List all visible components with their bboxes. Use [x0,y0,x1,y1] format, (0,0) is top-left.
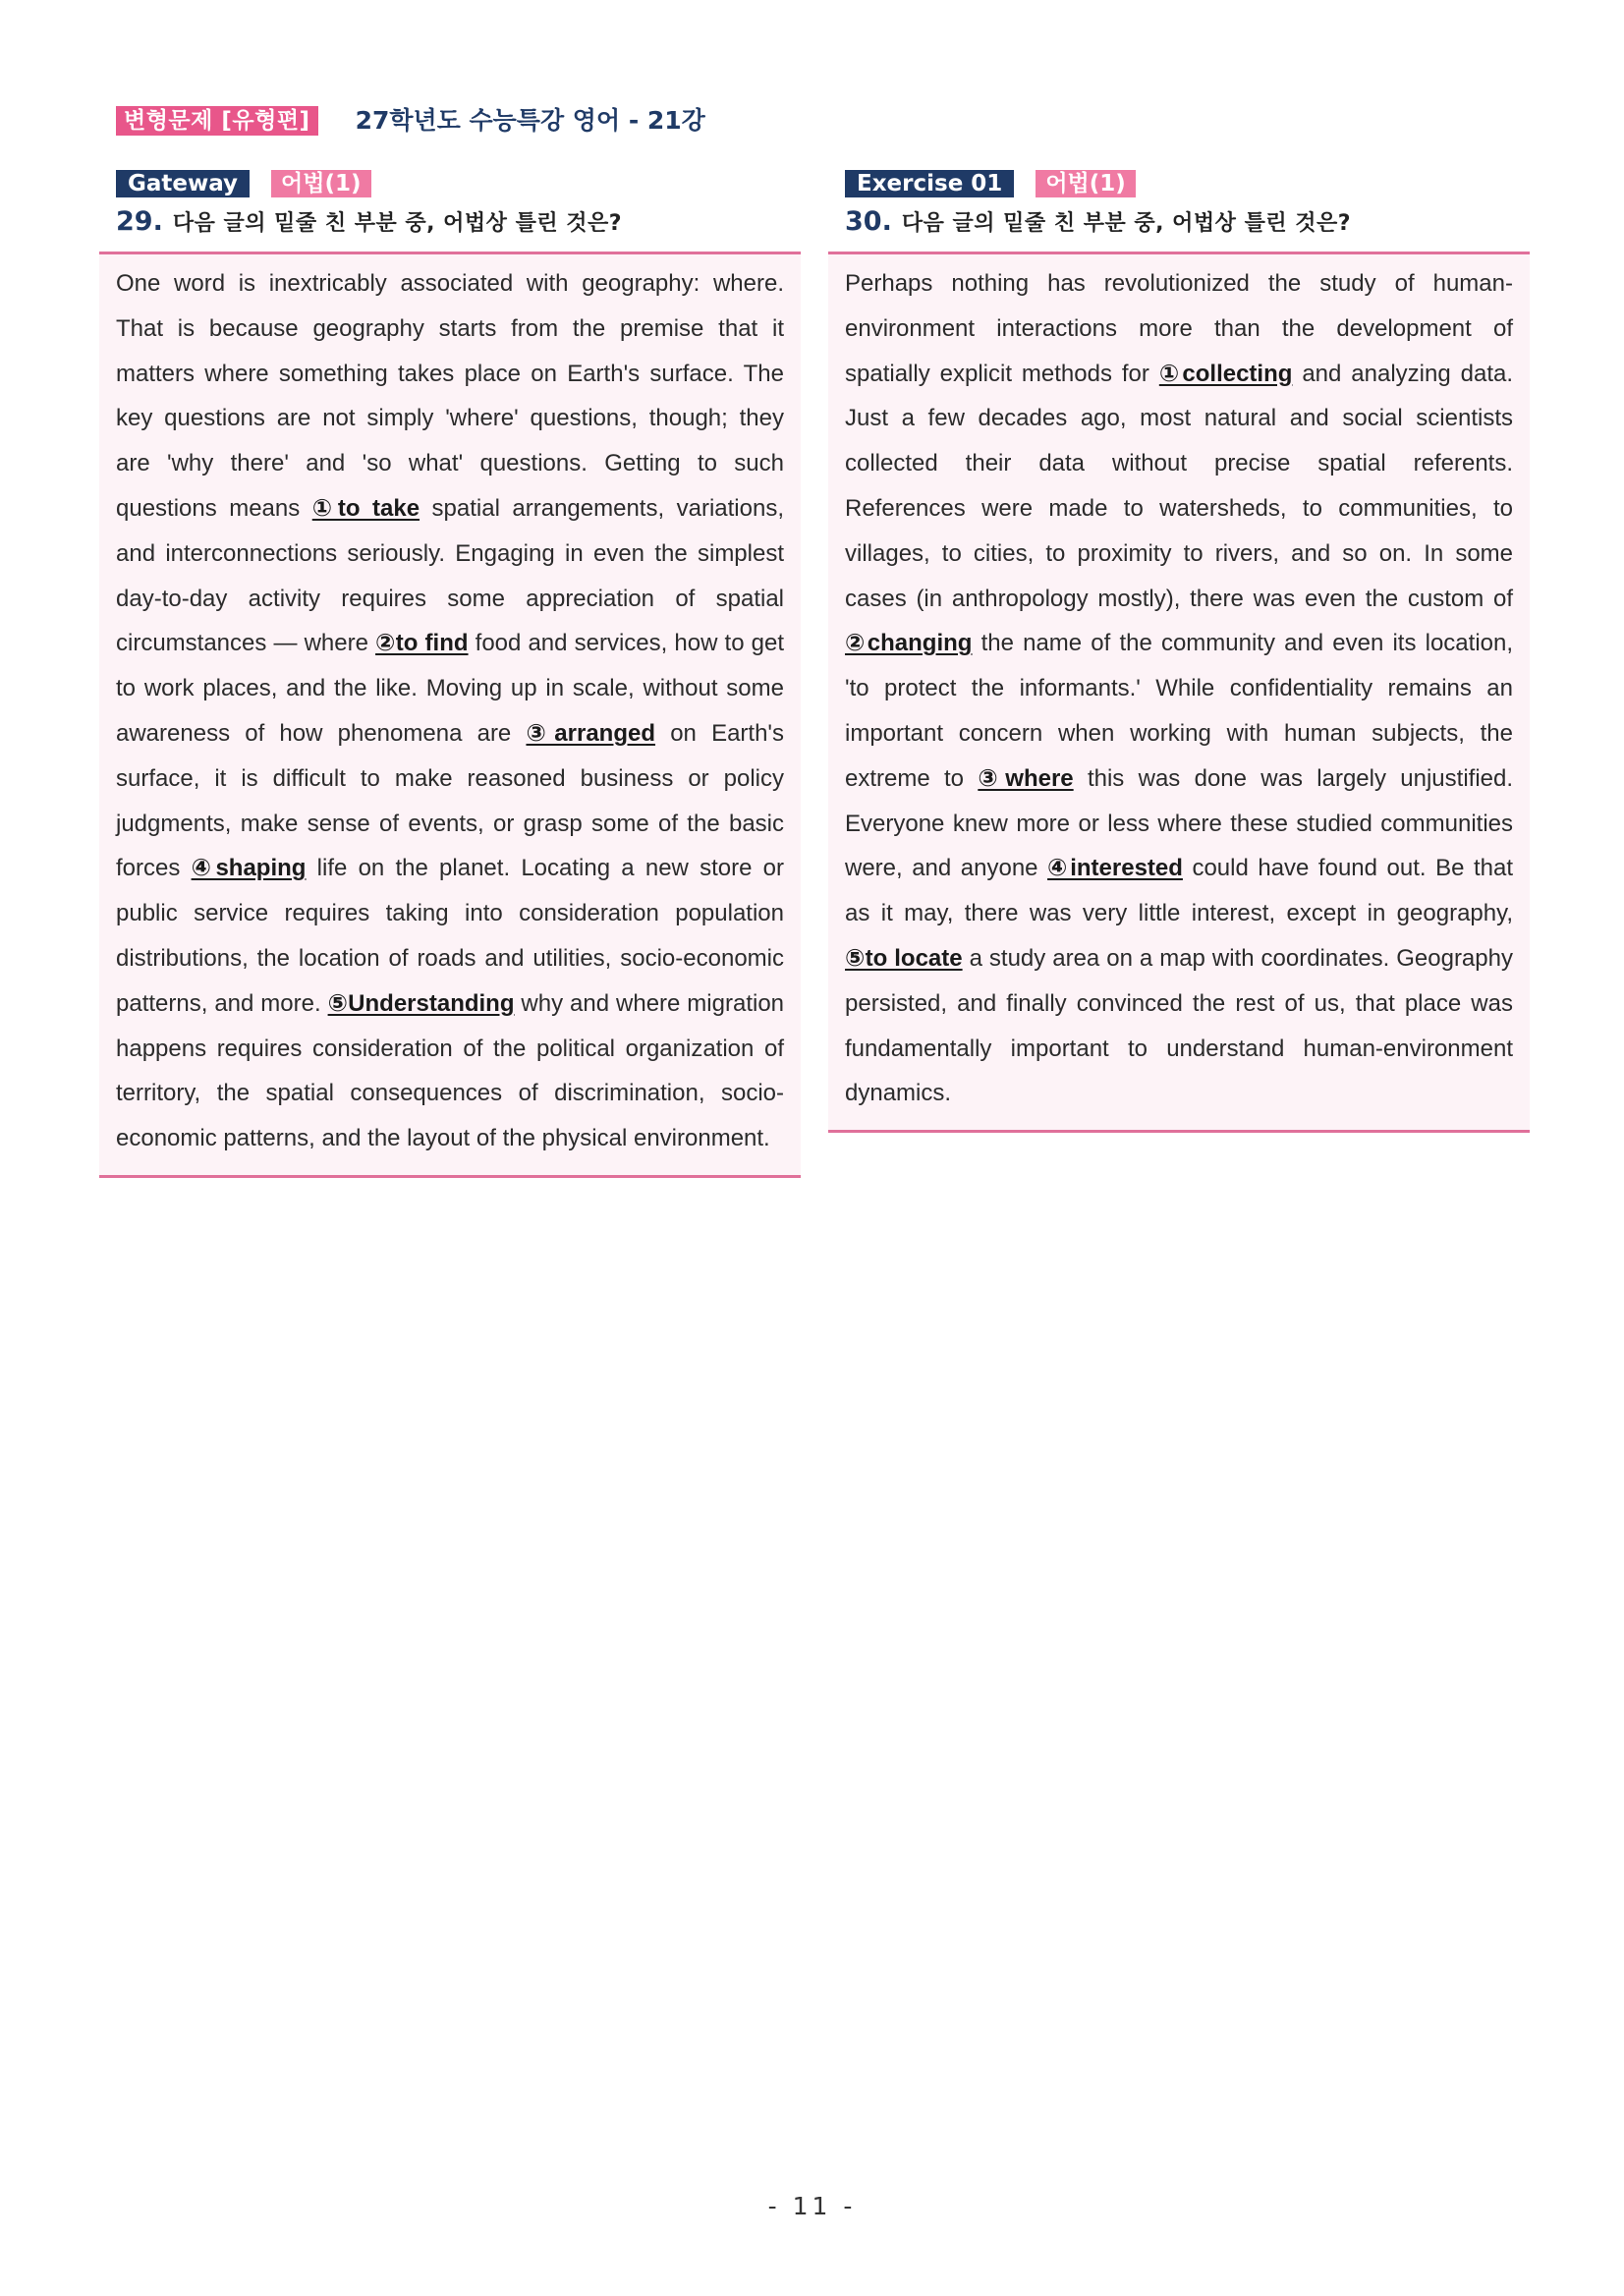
grammar-tag: 어법(1) [271,170,370,197]
passage-text [116,261,784,1161]
passage-text [845,261,1513,1116]
underlined-choice: ③arranged [526,719,656,747]
passage-segment: Perhaps nothing has revolutionized the study of human-environment interactions more than the development of spatially explicit methods for [845,270,1513,387]
question-line [845,206,1530,242]
passage-segment: and analyzing data. Just a few decades ago, most natural and social scientists collected their data without precise spatial referents. References were made to watersheds, to communities, to villages, to cities, to proximity to rivers, and so on. In some cases (in anthropology mostly), there was even the custom of [845,360,1513,612]
underlined-choice: ⑤Understanding [327,989,515,1017]
left-tags [116,169,801,198]
underlined-choice: ④interested [1047,855,1183,882]
passage-segment: this was done was largely unjustified. Everyone knew more or less where these studied communities were, and anyone [845,764,1514,882]
series-tag: 변형문제 [유형편] [116,106,318,136]
passage-segment: One word is inextricably associated with geography: where. That is because geography starts from the premise that it matters where something takes place on Earth's surface. The key questions are not simply 'where' questions, though; they are 'why there' and 'so what' questions. Getting to such questions means [116,270,784,522]
underlined-choice: ①to take [311,494,420,522]
passage-segment: food and services, how to get to work places, and the like. Moving up in scale, without some awareness of how phenomena are [116,630,785,747]
passage-segment: why and where migration happens requires consideration of the political organization of territory, the spatial consequences of discrimination, socio-economic patterns, and the layout of the physical environment. [116,989,785,1152]
passage-segment: a study area on a map with coordinates. Geography persisted, and finally convinced the rest of us, that place was fundamentally important to understand human-environment dynamics. [845,944,1513,1107]
exercise-tag: Exercise 01 [845,170,1014,197]
passage-segment: could have found out. Be that as it may, there was very little interest, except in geography, [845,855,1513,927]
underlined-choice: ③where [978,764,1074,792]
underlined-choice: ①collecting [1158,360,1293,387]
grammar-tag: 어법(1) [1036,170,1135,197]
underlined-choice: ②changing [845,630,973,657]
passage-segment: life on the planet. Locating a new store or public service requires taking into consideration population distributions, the location of roads and utilities, socio-economic patterns, and more. [116,855,784,1017]
question-line [116,206,801,242]
underlined-choice: ④shaping [191,855,307,882]
underlined-choice: ②to find [375,630,469,657]
passage-box [99,252,801,1178]
passage-segment: on Earth's surface, it is difficult to make reasoned business or policy judgments, make sense of events, or grasp some of the basic forces [116,719,785,882]
passage-segment: spatial arrangements, variations, and interconnections seriously. Engaging in even the simplest day-to-day activity requires some appreciation of spatial circumstances — where [116,494,784,657]
question-text: 다음 글의 밑줄 친 부분 중, 어법상 틀린 것은? [172,211,623,236]
gateway-tag: Gateway [116,170,250,197]
page-number: - 11 - [767,2192,857,2220]
passage-box [828,252,1530,1133]
question-number: 30. [845,206,892,237]
page-header [116,104,705,138]
question-number: 29. [116,206,163,237]
right-tags [845,169,1530,198]
passage-segment: the name of the community and even its location, 'to protect the informants.' While confidentiality remains an important concern when working with human subjects, the extreme to [845,630,1514,792]
question-text: 다음 글의 밑줄 친 부분 중, 어법상 틀린 것은? [901,211,1352,236]
underlined-choice: ⑤to locate [845,944,963,972]
header-title: 27학년도 수능특강 영어 - 21강 [355,106,705,135]
right-column [828,169,1530,1133]
left-column [99,169,801,1178]
